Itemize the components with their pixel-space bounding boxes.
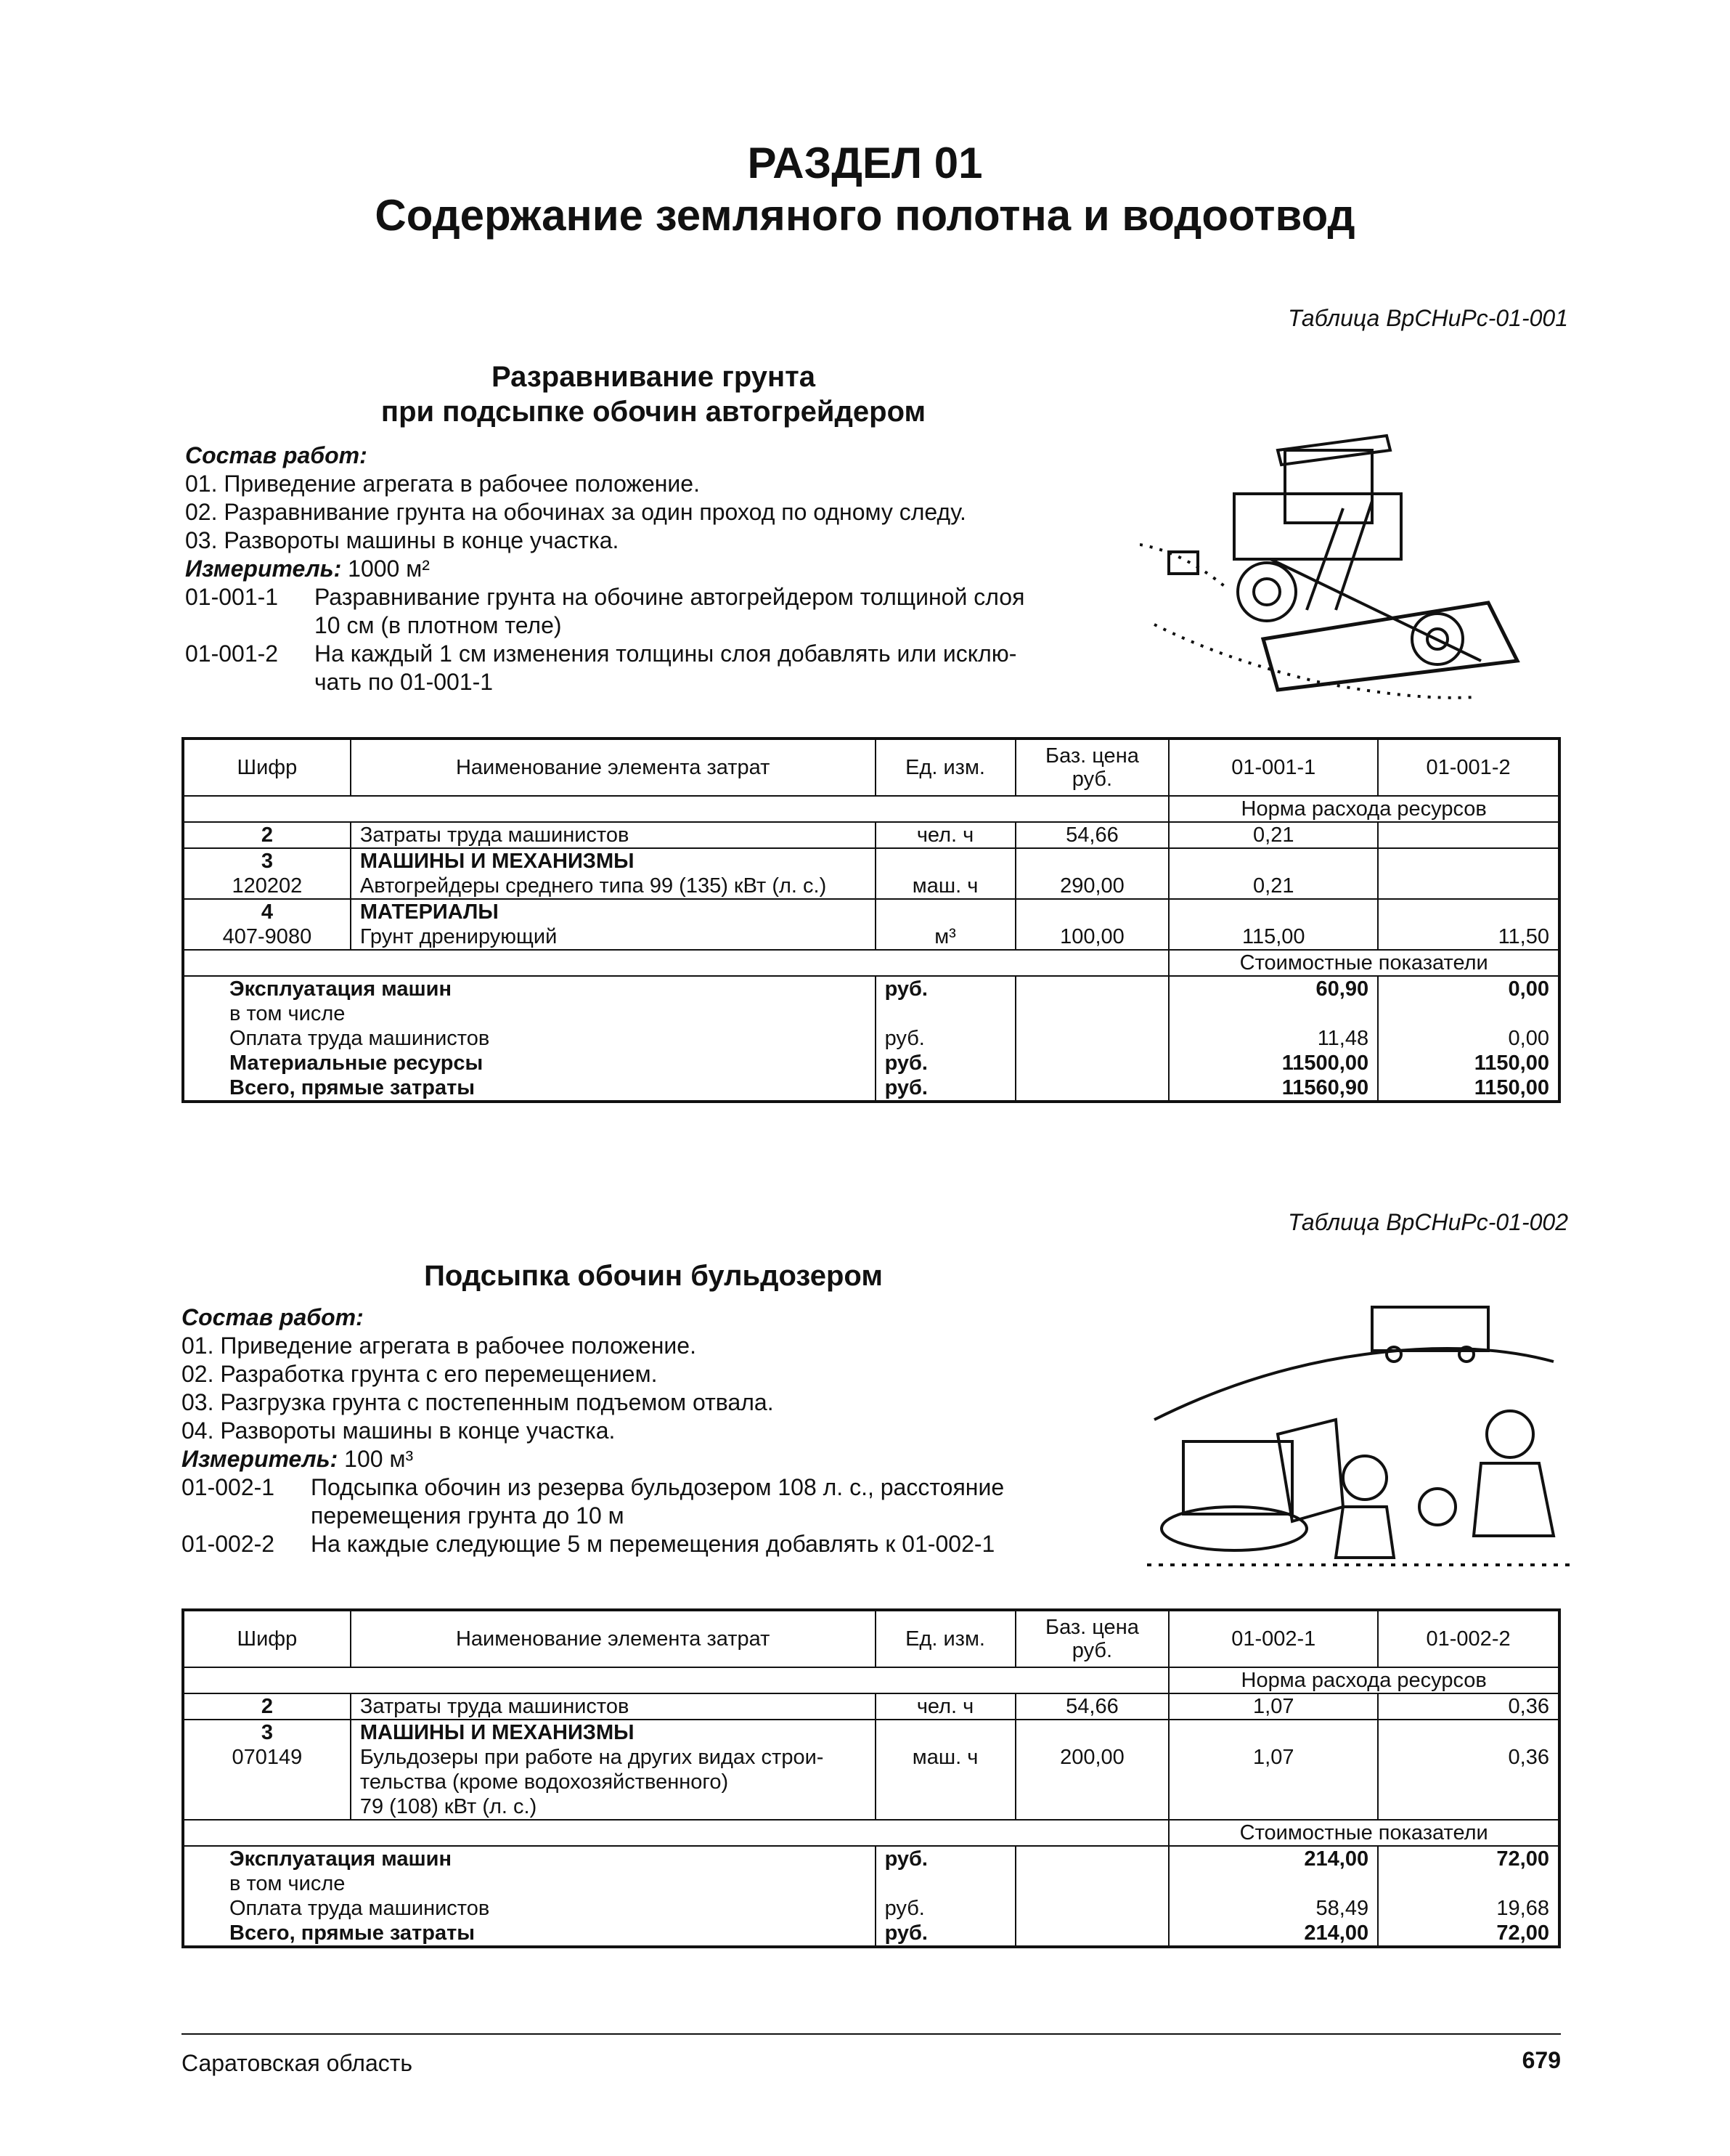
cost-value: 72,00 [1378, 1846, 1559, 1871]
meter-label: Измеритель: [181, 1446, 338, 1472]
cost-value: 1150,00 [1378, 1051, 1559, 1075]
cell-name: Грунт дренирующий [351, 924, 876, 950]
cost-value: 19,68 [1378, 1896, 1559, 1921]
cost-name: в том числе [183, 1871, 876, 1896]
person-icon [1487, 1411, 1533, 1457]
work-label: Состав работ: [185, 442, 367, 468]
cell-value: 1,07 [1169, 1693, 1378, 1720]
col-header: Ед. изм. [876, 739, 1016, 796]
cell-name: МАТЕРИАЛЫ [351, 899, 876, 924]
cost-value: 11,48 [1169, 1026, 1378, 1051]
table-row [183, 874, 1559, 899]
cost-row [183, 1026, 1559, 1051]
cost-row [183, 1921, 1559, 1947]
cost-unit: руб. [876, 976, 1016, 1001]
item-code: 01-001-2 [185, 640, 279, 667]
cell-name: Автогрейдеры среднего типа 99 (135) кВт (л. с.) [351, 874, 876, 899]
work-composition-block [181, 1303, 1004, 1558]
work-item: 03. Разгрузка грунта с постепенным подъемом отвала. [181, 1389, 774, 1415]
truck-icon [1372, 1307, 1488, 1351]
col-header: Шифр [183, 739, 351, 796]
item-text-cont: 10 см (в плотном теле) [314, 612, 562, 638]
norm-section-row [183, 1667, 1559, 1693]
col-header: 01-002-2 [1378, 1610, 1559, 1667]
table-row [183, 1693, 1559, 1720]
cost-value: 214,00 [1169, 1846, 1378, 1871]
cell-code: 4 [183, 899, 351, 924]
meter-label: Измеритель: [185, 556, 342, 582]
work-item: 04. Развороты машины в конце участка. [181, 1417, 616, 1444]
table-title: Разравнивание грунта [491, 361, 815, 393]
meter [181, 1445, 1004, 1473]
meter [185, 555, 1024, 583]
col-header: руб. [1072, 1639, 1113, 1662]
cost-name: Материальные ресурсы [183, 1051, 876, 1075]
person-icon [1343, 1456, 1387, 1500]
cost-unit: руб. [876, 1921, 1016, 1947]
work-label: Состав работ: [181, 1304, 364, 1330]
cost-name: Оплата труда машинистов [183, 1026, 876, 1051]
cell-unit: маш. ч [876, 874, 1016, 899]
col-header: Баз. цена [1045, 744, 1139, 768]
col-header: Наименование элемента затрат [351, 739, 876, 796]
item-text-cont: перемещения грунта до 10 м [311, 1502, 624, 1529]
item-code: 01-002-2 [181, 1531, 275, 1557]
table-ref: Таблица ВрСНиРс-01-002 [1288, 1209, 1568, 1235]
cell-code: 2 [183, 822, 351, 848]
cell-code: 120202 [183, 874, 351, 899]
col-header: 01-001-1 [1169, 739, 1378, 796]
meter-value: 100 м³ [344, 1446, 414, 1472]
cost-name: Эксплуатация машин [183, 1846, 876, 1871]
work-item: 02. Разравнивание грунта на обочинах за один проход по одному следу. [185, 499, 966, 525]
col-header: 01-001-2 [1378, 739, 1559, 796]
cost-unit: руб. [876, 1075, 1016, 1102]
cost-label: Стоимостные показатели [1169, 950, 1559, 976]
cost-row [183, 1896, 1559, 1921]
cost-row [183, 976, 1559, 1001]
table-title: Подсыпка обочин бульдозером [424, 1260, 883, 1292]
item-text: Подсыпка обочин из резерва бульдозером 108 л. с., расстояние [311, 1474, 1005, 1500]
item-text-cont: чать по 01-001-1 [314, 669, 494, 695]
bulldozer-illustration [1147, 1289, 1575, 1579]
col-header: Шифр [183, 1610, 351, 1667]
footer-region: Саратовская область [181, 2050, 413, 2076]
cost-unit: руб. [876, 1051, 1016, 1075]
table-row [183, 899, 1559, 924]
table-row [183, 848, 1559, 874]
cell-value [1378, 822, 1559, 848]
section-subtitle: Содержание земляного полотна и водоотвод [375, 191, 1355, 240]
cell-code: 3 [183, 848, 351, 874]
cost-unit: руб. [876, 1026, 1016, 1051]
cost-value: 60,90 [1169, 976, 1378, 1001]
table-row [183, 822, 1559, 848]
item-text: На каждые следующие 5 м перемещения добавлять к 01-002-1 [311, 1531, 995, 1557]
cost-name: Всего, прямые затраты [183, 1075, 876, 1102]
table-row [183, 1745, 1559, 1820]
cell-unit: чел. ч [876, 822, 1016, 848]
cost-value: 11560,90 [1169, 1075, 1378, 1102]
cost-value: 0,00 [1378, 1026, 1559, 1051]
page-number: 679 [1522, 2047, 1561, 2073]
cost-name: в том числе [183, 1001, 876, 1026]
cell-name: МАШИНЫ И МЕХАНИЗМЫ [351, 848, 876, 874]
cell-price: 54,66 [1016, 822, 1170, 848]
cell-code: 2 [183, 1693, 351, 1720]
work-item: 03. Развороты машины в конце участка. [185, 527, 619, 553]
cost-value: 11500,00 [1169, 1051, 1378, 1075]
cell-value: 0,36 [1378, 1693, 1559, 1720]
table-header-row [183, 1610, 1559, 1667]
cost-row [183, 1001, 1559, 1026]
item-text: На каждый 1 см изменения толщины слоя добавлять или исклю- [314, 640, 1017, 667]
cost-name: Всего, прямые затраты [183, 1921, 876, 1947]
cell-value: 1,07 [1169, 1745, 1378, 1820]
item-text: Разравнивание грунта на обочине автогрейдером толщиной слоя [314, 584, 1025, 610]
cell-value: 0,21 [1169, 874, 1378, 899]
cost-section-row [183, 1820, 1559, 1846]
cell-unit: маш. ч [876, 1745, 1016, 1820]
cost-unit: руб. [876, 1896, 1016, 1921]
norm-label: Норма расхода ресурсов [1169, 1667, 1559, 1693]
col-header-price [1016, 739, 1170, 796]
table-title-line2: при подсыпке обочин автогрейдером [380, 396, 926, 428]
cell-unit: чел. ч [876, 1693, 1016, 1720]
cost-value: 1150,00 [1378, 1075, 1559, 1102]
cell-value: 0,36 [1378, 1745, 1559, 1820]
work-item: 01. Приведение агрегата в рабочее положение. [185, 471, 700, 497]
cell-code: 407-9080 [183, 924, 351, 950]
work-composition-block [185, 442, 1024, 696]
cell-name-line: Бульдозеры при работе на других видах строи- [359, 1746, 824, 1769]
cell-name-line: 79 (108) кВт (л. с.) [359, 1795, 537, 1818]
cost-section-row [183, 950, 1559, 976]
norm-label: Норма расхода ресурсов [1169, 796, 1559, 822]
cost-row [183, 1871, 1559, 1896]
cell-price: 200,00 [1016, 1745, 1170, 1820]
table-ref: Таблица ВрСНиРс-01-001 [1288, 305, 1568, 331]
col-header: Баз. цена [1045, 1616, 1139, 1639]
cell-name: Затраты труда машинистов [351, 1693, 876, 1720]
cell-value: 0,21 [1169, 822, 1378, 848]
cell-name: МАШИНЫ И МЕХАНИЗМЫ [351, 1720, 876, 1745]
section-title: РАЗДЕЛ 01 [747, 139, 983, 187]
cell-value: 11,50 [1378, 924, 1559, 950]
cost-table [181, 737, 1561, 1103]
table-row [183, 1720, 1559, 1745]
item-row [185, 640, 1024, 668]
cell-price: 54,66 [1016, 1693, 1170, 1720]
cell-name: Затраты труда машинистов [351, 822, 876, 848]
meter-value: 1000 м² [348, 556, 430, 582]
bulldozer-icon [1183, 1441, 1292, 1514]
cell-price: 100,00 [1016, 924, 1170, 950]
table-row [183, 924, 1559, 950]
col-header: 01-002-1 [1169, 1610, 1378, 1667]
item-row [181, 1473, 1004, 1502]
cost-name: Эксплуатация машин [183, 976, 876, 1001]
cost-value: 58,49 [1169, 1896, 1378, 1921]
cost-table [181, 1608, 1561, 1948]
item-code: 01-001-1 [185, 584, 279, 610]
cost-row [183, 1075, 1559, 1102]
norm-section-row [183, 796, 1559, 822]
cost-row [183, 1846, 1559, 1871]
cost-value: 214,00 [1169, 1921, 1378, 1947]
cost-row [183, 1051, 1559, 1075]
item-row [185, 583, 1024, 611]
work-item: 02. Разработка грунта с его перемещением. [181, 1361, 658, 1387]
footer-divider [181, 2033, 1561, 2035]
work-item: 01. Приведение агрегата в рабочее положение. [181, 1333, 696, 1359]
col-header: руб. [1072, 768, 1113, 791]
cost-value: 72,00 [1378, 1921, 1559, 1947]
cell-code: 070149 [183, 1745, 351, 1820]
item-code: 01-002-1 [181, 1474, 275, 1500]
cell-name [351, 1745, 876, 1820]
cell-name-line: тельства (кроме водохозяйственного) [359, 1770, 729, 1794]
item-row [181, 1530, 1004, 1558]
cell-unit: м³ [876, 924, 1016, 950]
cost-name: Оплата труда машинистов [183, 1896, 876, 1921]
table-header-row [183, 739, 1559, 796]
col-header: Наименование элемента затрат [351, 1610, 876, 1667]
cell-price: 290,00 [1016, 874, 1170, 899]
cell-value: 115,00 [1169, 924, 1378, 950]
cost-label: Стоимостные показатели [1169, 1820, 1559, 1846]
col-header: Ед. изм. [876, 1610, 1016, 1667]
col-header-price [1016, 1610, 1170, 1667]
grader-illustration [1140, 421, 1575, 719]
cell-code: 3 [183, 1720, 351, 1745]
cost-value: 0,00 [1378, 976, 1559, 1001]
cost-unit: руб. [876, 1846, 1016, 1871]
